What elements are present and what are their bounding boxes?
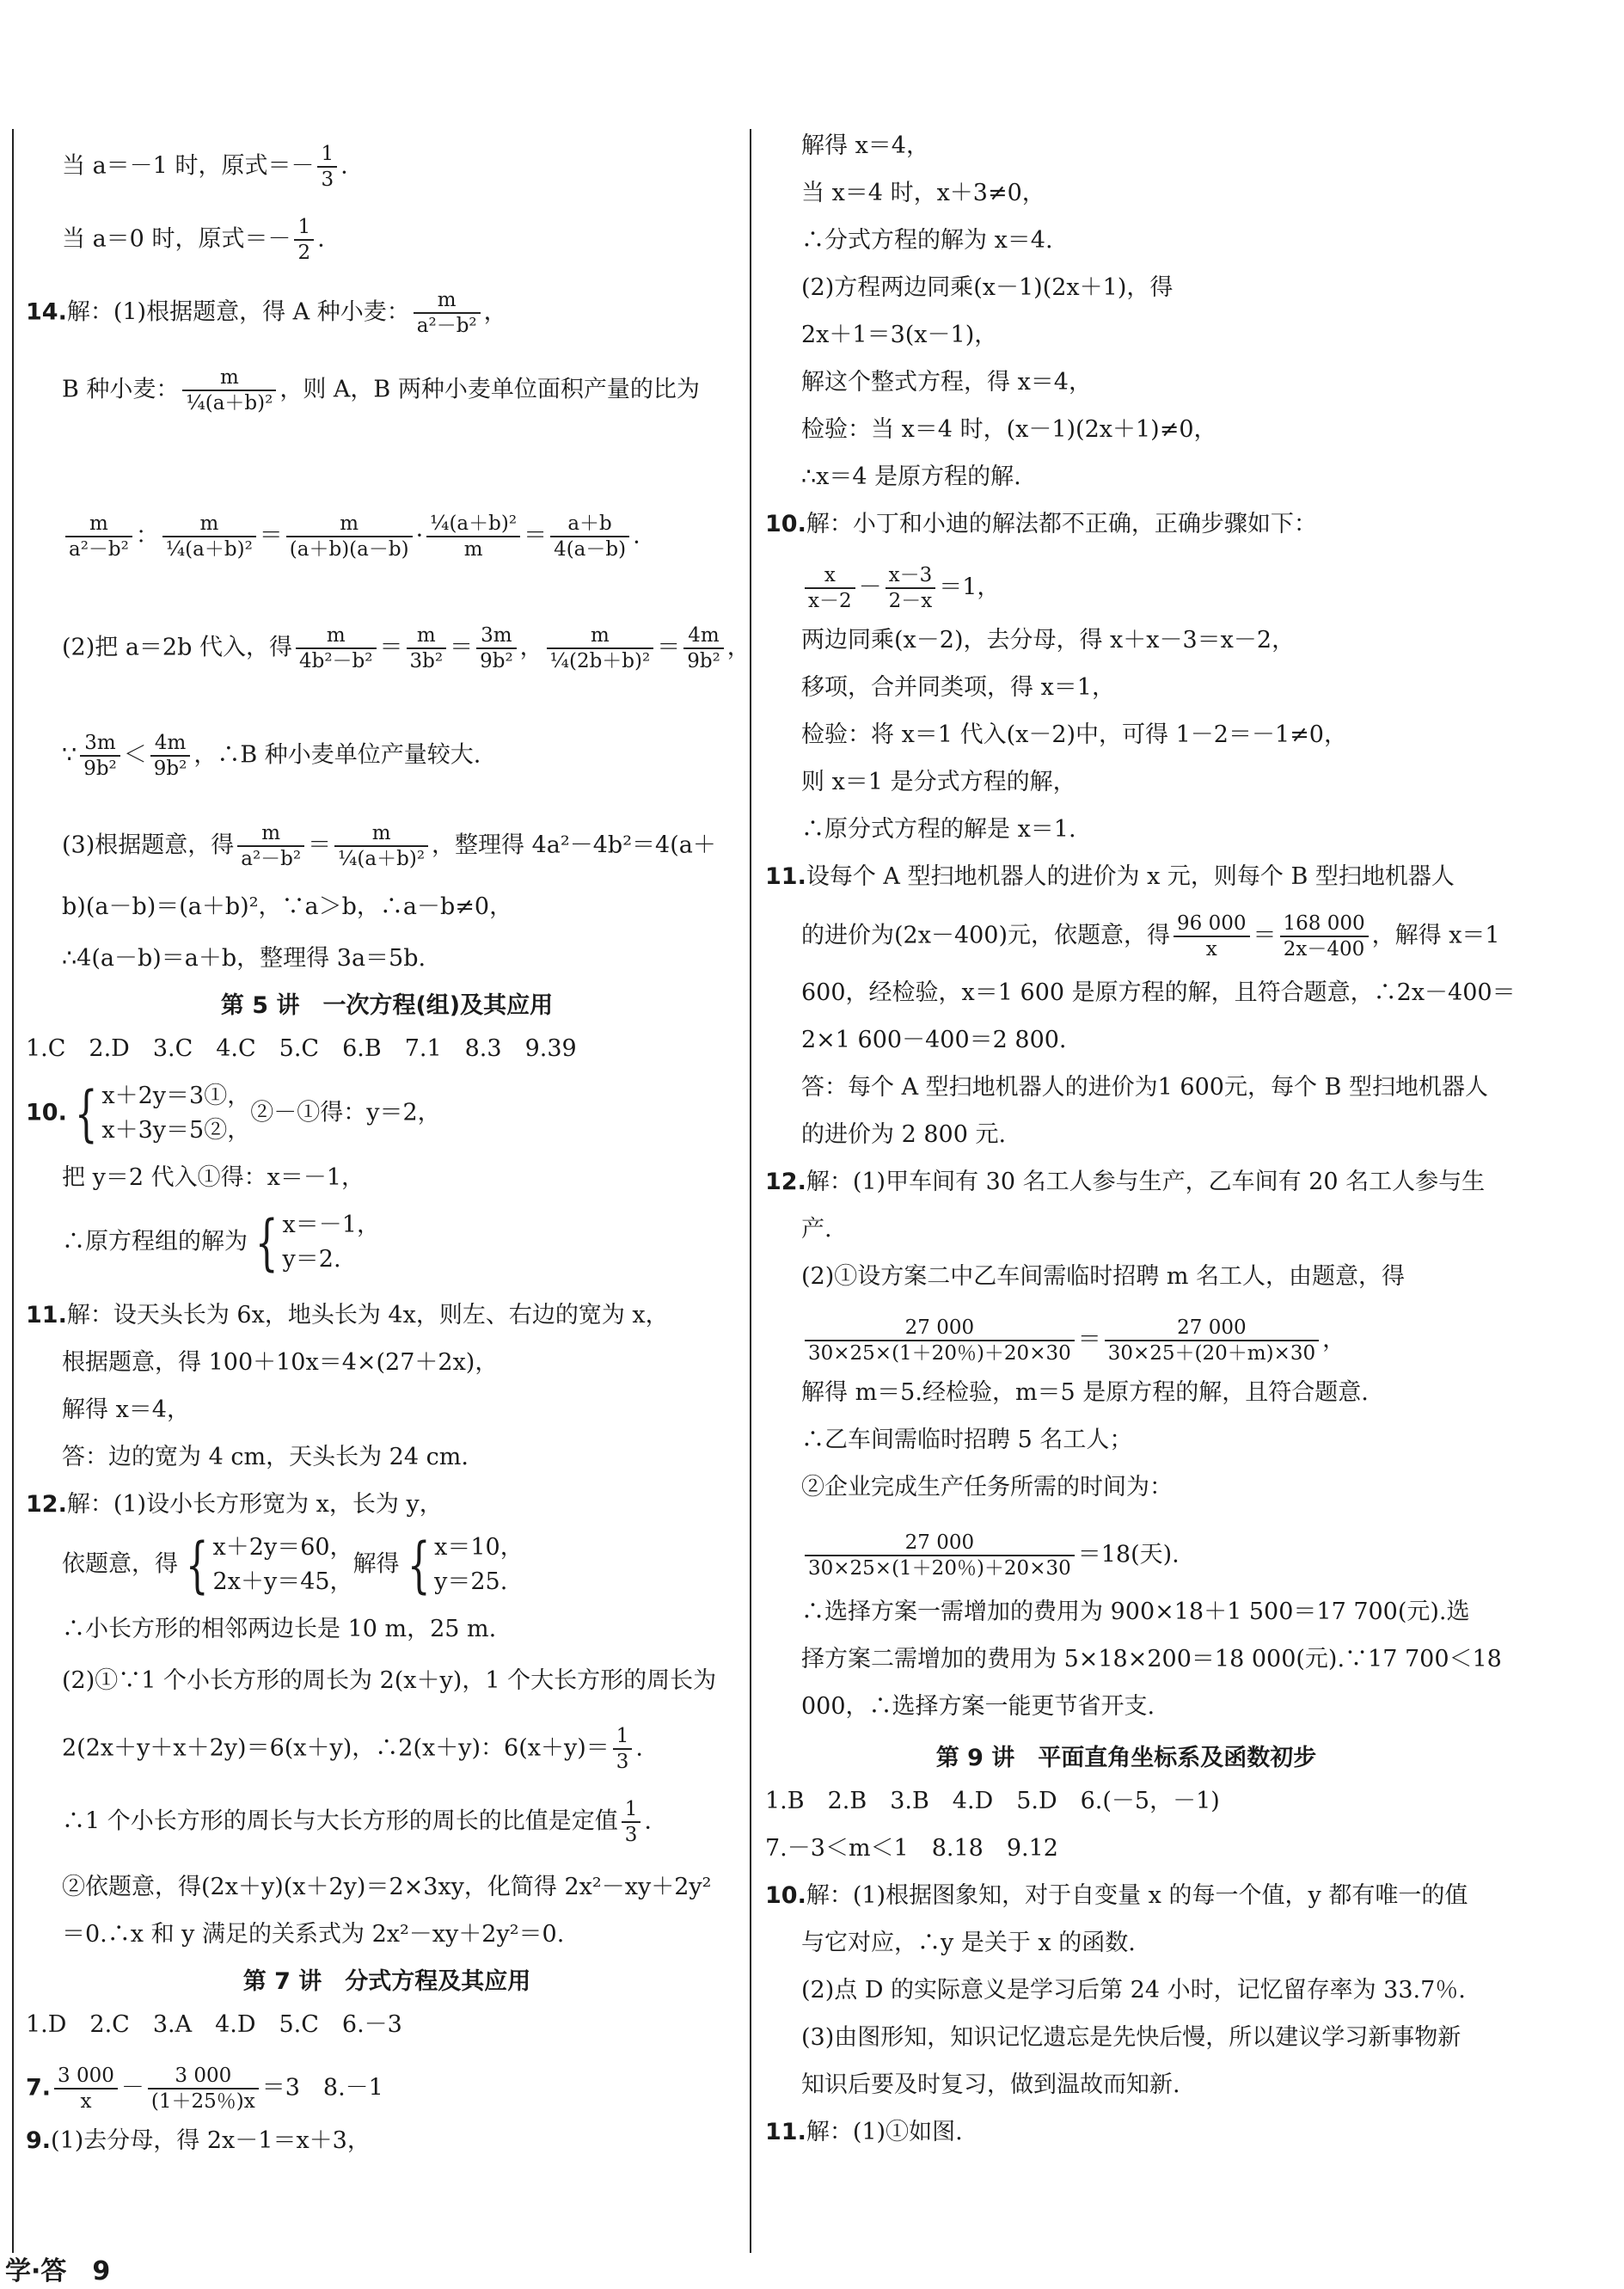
question-9: 9.(1)去分母，得 2x－1＝x＋3， [26,2127,371,2154]
text-line: 的进价为 2 800 元. [801,1121,1007,1148]
question-12: 12.解：(1)设小长方形宽为 x，长为 y， [26,1491,443,1518]
text-line: $\frac{27 000}{30\times 25\times(1+20\%)+20\times 30}$ ＝18(天). [765,1531,1180,1580]
text-line: 与它对应，∴y 是关于 x 的函数. [801,1930,1136,1956]
choice-answers-5: 1.C 2.D 3.C 4.C 5.C 6.B 7.1 8.3 9.39 [26,1035,577,1062]
text-line: 择方案二需增加的费用为 5×18×200＝18 000(元).∵17 700＜18 [801,1646,1502,1672]
question-12-right: 12.解：(1)甲车间有 30 名工人参与生产，乙车间有 20 名工人参与生 [765,1169,1486,1195]
text-line: ∴乙车间需临时招聘 5 名工人； [801,1427,1133,1453]
choice-answers-7: 1.D 2.C 3.A 4.D 5.C 6.－3 [26,2011,402,2038]
text-line: b)(a－b)＝(a＋b)²，∵a＞b，∴a－b≠0， [62,893,513,920]
text-line: (3)由图形知，知识记忆遗忘是先快后慢，所以建议学习新事物新 [801,2024,1462,2051]
text-line: (2)①设方案二中乙车间需临时招聘 m 名工人，由题意，得 [801,1263,1406,1290]
text-line: ＝0.∴x 和 y 满足的关系式为 2x²－xy＋2y²＝0. [62,1921,565,1948]
text-line: 则 x＝1 是分式方程的解， [801,769,1076,795]
text-line: (3)根据题意，得 $\frac{m}{\text{a²－b²}}$ ＝ $\frac{m}{\text{¼(a＋b)²}}$ ，整理得 4a²－4b²＝4(a＋ [62,822,716,870]
page-footer: 学·答 9 [5,2256,111,2286]
text-line: (2)点 D 的实际意义是学习后第 24 小时，记忆留存率为 33.7％. [801,1977,1466,2004]
text-line: (2)方程两边同乘(x－1)(2x＋1)，得 [801,274,1174,301]
text-line: 检验：将 x＝1 代入(x－2)中，可得 1－2＝－1≠0， [801,721,1347,748]
question-10-sec9: 10.解：(1)根据图象知，对于自变量 x 的每一个值，y 都有唯一的值 [765,1882,1468,1909]
text-line: 解得 x＝4， [801,132,929,159]
section-heading-5: 第 5 讲 一次方程(组)及其应用 [220,992,554,1019]
text-line: ∵ $\frac{3m}{\text{9b²}}$ ＜ $\frac{4m}{\text{9b²}}$ ，∴B 种小麦单位产量较大. [62,732,481,780]
text-line: ∴选择方案一需增加的费用为 900×18＋1 500＝17 700(元).选 [801,1599,1470,1625]
choice-answers-9b: 7.－3＜m＜1 8.18 9.12 [765,1835,1058,1862]
text-line: 两边同乘(x－2)，去分母，得 x＋x－3＝x－2， [801,627,1296,654]
text-line: 移项，合并同类项，得 x＝1， [801,674,1115,701]
text-line: ∴x＝4 是原方程的解. [801,463,1021,490]
left-margin-rule [12,129,14,2253]
text-line: 知识后要及时复习，做到温故而知新. [801,2071,1180,2098]
question-10: 10. { x＋2y＝3①， x＋3y＝5②，②－①得：y＝2， [26,1078,441,1149]
text-line: 答：每个 A 型扫地机器人的进价为1 600元，每个 B 型扫地机器人 [801,1074,1488,1101]
text-line: 000，∴选择方案一能更节省开支. [801,1693,1155,1720]
column-divider [750,129,751,2253]
section-heading-7: 第 7 讲 分式方程及其应用 [242,1968,531,1995]
text-line: 当 a＝0 时，原式＝－ $\frac{1}{2}$ . [62,216,325,264]
text-line: $\frac{m}{\text{a²－b²}}$ ： $\frac{m}{\text{¼(a＋b)²}}$ ＝ $\frac{m}{(a+b)(a-b)}$ · $\frac{\text{¼(a＋b)²}}{m}$ ＝ $\frac{a+b}{4(a-b)}$ . [26,512,640,562]
question-10-right: 10.解：小丁和小迪的解法都不正确，正确步骤如下： [765,511,1317,537]
text-line: 解得 x＝4， [62,1396,190,1423]
text-line: ∴分式方程的解为 x＝4. [801,227,1053,254]
text-line: 600，经检验，x＝1 600 是原方程的解，且符合题意，∴2x－400＝ [801,979,1516,1006]
question-11-sec9: 11.解：(1)①如图. [765,2119,963,2145]
text-line: (2)把 a＝2b 代入，得 $\frac{m}{\text{4b²－b²}}$ ＝ $\frac{m}{\text{3b²}}$ ＝ $\frac{3m}{\text{9b²}}$ ， $\frac{m}{\text{¼(2b＋b)²}}$ ＝ $\frac{4m}{\text{9b²}}$ ， [62,624,751,672]
text-line: 检验：当 x＝4 时，(x－1)(2x＋1)≠0， [801,416,1217,443]
text-line: 答：边的宽为 4 cm，天头长为 24 cm. [62,1444,469,1470]
text-line: $\frac{27 000}{30\times 25\times(1+20\%)+20\times 30}$ ＝ $\frac{27 000}{30\times 25+(20+m)\times 30}$ ， [765,1316,1345,1365]
text-line: 当 x＝4 时，x＋3≠0， [801,180,1045,206]
text-line: 的进价为(2x－400)元，依题意，得 $\frac{96 000}{x}$ ＝ $\frac{168 000}{2x-400}$ ，解得 x＝1 [801,912,1500,960]
text-line: ②依题意，得(2x＋y)(x＋2y)＝2×3xy，化简得 2x²－xy＋2y² [62,1874,712,1900]
text-line: 解这个整式方程，得 x＝4， [801,369,1092,396]
text-line: ②企业完成生产任务所需的时间为： [801,1474,1173,1500]
text-line: 解得 m＝5.经检验，m＝5 是原方程的解，且符合题意. [801,1379,1369,1406]
text-line: ∴原方程组的解为 { x＝－1， y＝2. [62,1207,380,1278]
text-line: ∴原分式方程的解是 x＝1. [801,816,1076,843]
text-line: 2x＋1＝3(x－1)， [801,322,998,348]
text-line: ∴小长方形的相邻两边长是 10 m，25 m. [62,1616,497,1642]
question-7: 7. $\frac{3 000}{x}$ － $\frac{3 000}{(1+25\%)x}$ ＝3 8.－1 [26,2065,383,2113]
text-line: $\frac{x}{x-2}$ － $\frac{x-3}{2-x}$ ＝1， [765,563,1000,613]
text-line: 依题意，得 { x＋2y＝60， 2x＋y＝45，解得 { x＝10， y＝25. [62,1530,524,1600]
question-11: 11.解：设天头长为 6x，地头长为 4x，则左、右边的宽为 x， [26,1302,669,1329]
text-line: ∴1 个小长方形的周长与大长方形的周长的比值是定值 $\frac{1}{3}$ . [62,1798,652,1846]
question-14: 14.解：(1)根据题意，得 A 种小麦： $\frac{m}{\text{a²－b²}}$ ， [26,289,507,337]
text-line: 2×1 600－400＝2 800. [801,1027,1067,1053]
section-heading-9: 第 9 讲 平面直角坐标系及函数初步 [935,1745,1317,1771]
question-11-right: 11.设每个 A 型扫地机器人的进价为 x 元，则每个 B 型扫地机器人 [765,863,1455,890]
text-line: B 种小麦： $\frac{m}{\text{¼(a＋b)²}}$ ，则 A，B 两种小麦单位面积产量的比为 [62,366,700,414]
text-line: 当 a＝－1 时，原式＝－ $\frac{1}{3}$ . [62,143,348,191]
text-line: ∴4(a－b)＝a＋b，整理得 3a＝5b. [62,945,426,972]
text-line: 把 y＝2 代入①得：x＝－1， [62,1164,365,1191]
text-line: 产. [801,1216,832,1243]
text-line: (2)①∵1 个小长方形的周长为 2(x＋y)，1 个大长方形的周长为 [62,1667,717,1694]
text-line: 2(2x＋y＋x＋2y)＝6(x＋y)，∴2(x＋y)：6(x＋y)＝ $\frac{1}{3}$ . [62,1725,643,1773]
choice-answers-9a: 1.B 2.B 3.B 4.D 5.D 6.(－5，－1) [765,1788,1220,1814]
text-line: 根据题意，得 100＋10x＝4×(27＋2x)， [62,1349,499,1376]
